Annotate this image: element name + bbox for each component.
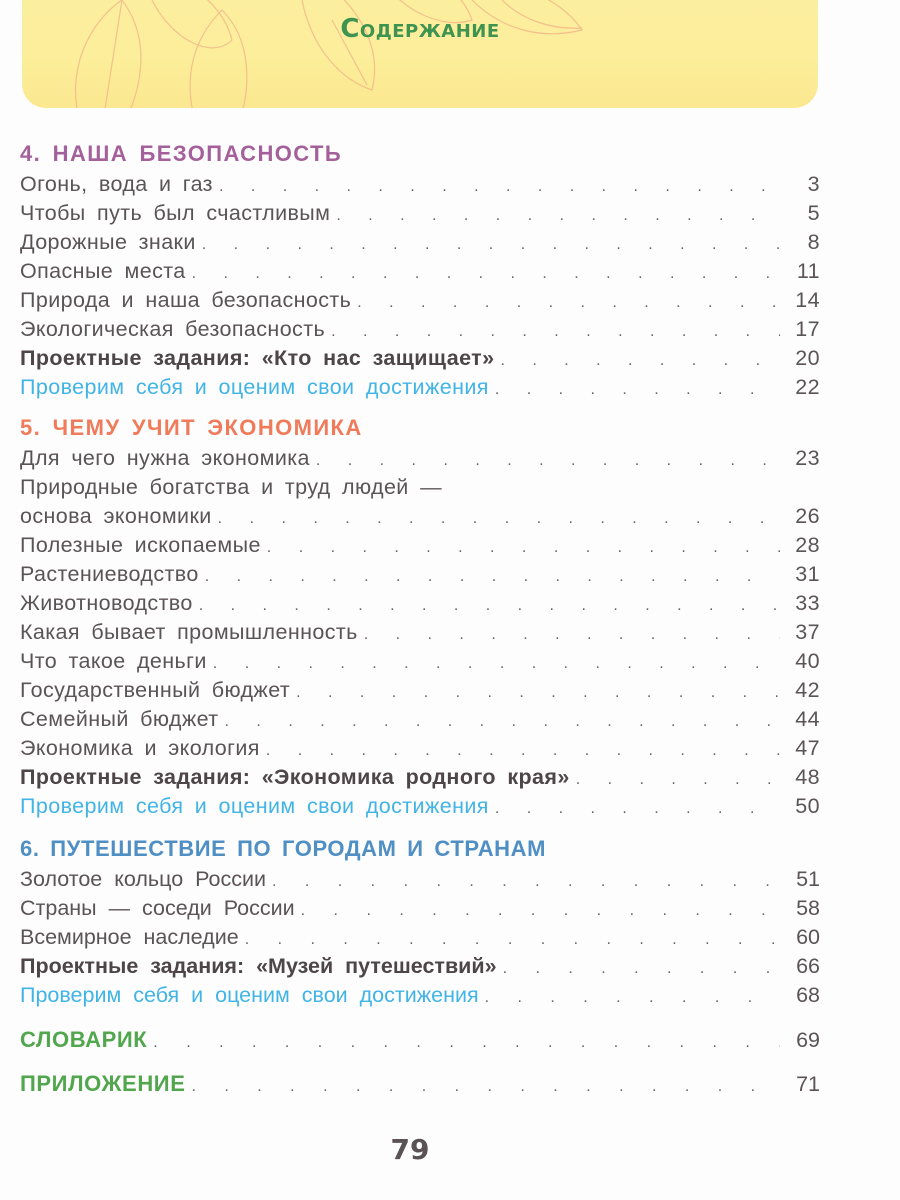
toc-entry-self-check[interactable]	[20, 792, 820, 821]
dot-leader	[225, 707, 780, 736]
toc-entry-self-check[interactable]	[20, 373, 820, 402]
entry-label: СЛОВАРИК	[20, 1027, 148, 1052]
entry-page: 8	[807, 230, 820, 254]
dot-leader	[301, 896, 780, 925]
entry-page: 69	[796, 1028, 820, 1052]
dot-leader	[503, 954, 780, 983]
toc-entry[interactable]	[20, 734, 820, 763]
dot-leader	[485, 983, 780, 1012]
toc-entry[interactable]	[20, 199, 820, 228]
section-5	[20, 412, 820, 821]
entry-label: Экономика и экология	[20, 736, 260, 760]
section-title: 6. ПУТЕШЕСТВИЕ ПО ГОРОДАМ И СТРАНАМ	[20, 836, 547, 861]
entry-page: 28	[795, 533, 820, 557]
entry-page: 66	[796, 954, 820, 978]
dot-leader	[213, 649, 780, 678]
dot-leader	[331, 317, 780, 346]
section-6	[20, 833, 820, 1104]
entry-page: 51	[796, 867, 820, 891]
entry-page: 11	[796, 259, 820, 283]
page-title: Содержание	[340, 14, 500, 44]
entry-page: 42	[795, 678, 820, 702]
entry-label: Для чего нужна экономика	[20, 446, 310, 470]
table-of-contents	[20, 138, 820, 1104]
toc-entry-project[interactable]	[20, 344, 820, 373]
toc-entry[interactable]	[20, 502, 820, 531]
toc-entry-glossary[interactable]	[20, 1020, 820, 1060]
dot-leader	[272, 867, 780, 896]
dot-leader	[357, 288, 780, 317]
dot-leader	[316, 446, 780, 475]
dot-leader	[267, 533, 780, 562]
entry-page: 71	[796, 1072, 820, 1096]
entry-page: 22	[795, 375, 820, 399]
dot-leader	[336, 201, 780, 230]
entry-page: 26	[795, 504, 820, 528]
entry-label: Проектные задания: «Кто нас защищает»	[20, 346, 495, 370]
entry-label: Проверим себя и оценим свои достижения	[20, 983, 479, 1007]
toc-entry[interactable]	[20, 257, 820, 286]
dot-leader	[199, 591, 780, 620]
entry-page: 68	[796, 983, 820, 1007]
toc-entry[interactable]	[20, 444, 820, 473]
dot-leader	[202, 230, 780, 259]
dot-leader	[266, 736, 780, 765]
entry-label: Проектные задания: «Музей путешествий»	[20, 954, 497, 978]
dot-leader	[153, 1023, 780, 1063]
toc-entry[interactable]	[20, 647, 820, 676]
entry-label: Проектные задания: «Экономика родного края»	[20, 765, 570, 789]
entry-label: Семейный бюджет	[20, 707, 219, 731]
entry-label: Полезные ископаемые	[20, 533, 261, 557]
entry-label: Животноводство	[20, 591, 193, 615]
toc-entry[interactable]	[20, 676, 820, 705]
entry-label: Какая бывает промышленность	[20, 620, 358, 644]
entry-page: 37	[795, 620, 820, 644]
toc-entry-project[interactable]	[20, 952, 820, 981]
section-title: 4. НАША БЕЗОПАСНОСТЬ	[20, 141, 343, 166]
entry-label: Что такое деньги	[20, 649, 207, 673]
toc-entry-continued[interactable]	[20, 473, 820, 502]
entry-label: Государственный бюджет	[20, 678, 291, 702]
dot-leader	[296, 678, 780, 707]
entry-label: Дорожные знаки	[20, 230, 196, 254]
entry-page: 14	[795, 288, 820, 312]
entry-page: 3	[807, 172, 820, 196]
dot-leader	[192, 1067, 781, 1107]
dot-leader	[219, 172, 780, 201]
dot-leader	[495, 375, 780, 404]
toc-entry[interactable]	[20, 618, 820, 647]
dot-leader	[495, 794, 780, 823]
page-number: 79	[390, 1133, 430, 1166]
toc-entry[interactable]	[20, 560, 820, 589]
entry-page: 31	[795, 562, 820, 586]
toc-entry-project[interactable]	[20, 763, 820, 792]
entry-label: основа экономики	[20, 504, 212, 528]
entry-page: 60	[796, 925, 820, 949]
entry-label: Чтобы путь был счастливым	[20, 201, 331, 225]
dot-leader	[245, 925, 780, 954]
dot-leader	[205, 562, 780, 591]
entry-page: 44	[795, 707, 820, 731]
entry-page: 48	[795, 765, 820, 789]
entry-page: 23	[795, 446, 820, 470]
entry-page: 33	[795, 591, 820, 615]
section-4	[20, 138, 820, 402]
toc-entry-self-check[interactable]	[20, 981, 820, 1010]
entry-label: Страны — соседи России	[20, 896, 295, 920]
entry-page: 50	[795, 794, 820, 818]
entry-page: 17	[795, 317, 820, 341]
section-title: 5. ЧЕМУ УЧИТ ЭКОНОМИКА	[20, 415, 363, 440]
entry-label: Огонь, вода и газ	[20, 172, 213, 196]
toc-entry[interactable]	[20, 894, 820, 923]
entry-label: Природные богатства и труд людей —	[20, 475, 442, 499]
entry-label: Растениеводство	[20, 562, 199, 586]
toc-entry[interactable]	[20, 286, 820, 315]
entry-label: ПРИЛОЖЕНИЕ	[20, 1071, 186, 1096]
entry-label: Золотое кольцо России	[20, 867, 266, 891]
entry-label: Проверим себя и оценим свои достижения	[20, 794, 489, 818]
entry-label: Всемирное наследие	[20, 925, 239, 949]
toc-entry[interactable]	[20, 705, 820, 734]
dot-leader	[576, 765, 780, 794]
header-banner	[22, 0, 818, 108]
dot-leader	[364, 620, 780, 649]
toc-entry[interactable]	[20, 315, 820, 344]
entry-page: 5	[807, 201, 820, 225]
entry-label: Природа и наша безопасность	[20, 288, 352, 312]
entry-label: Опасные места	[20, 259, 186, 283]
dot-leader	[192, 259, 780, 288]
toc-entry[interactable]	[20, 170, 820, 199]
entry-page: 40	[795, 649, 820, 673]
dot-leader	[218, 504, 780, 533]
toc-entry[interactable]	[20, 923, 820, 952]
entry-page: 58	[796, 896, 820, 920]
entry-label: Проверим себя и оценим свои достижения	[20, 375, 489, 399]
entry-label: Экологическая безопасность	[20, 317, 326, 341]
toc-entry[interactable]	[20, 228, 820, 257]
toc-entry[interactable]	[20, 531, 820, 560]
toc-entry-appendix[interactable]	[20, 1064, 820, 1104]
entry-page: 20	[795, 346, 820, 370]
dot-leader	[500, 346, 780, 375]
toc-entry[interactable]	[20, 589, 820, 618]
toc-entry[interactable]	[20, 865, 820, 894]
entry-page: 47	[795, 736, 820, 760]
